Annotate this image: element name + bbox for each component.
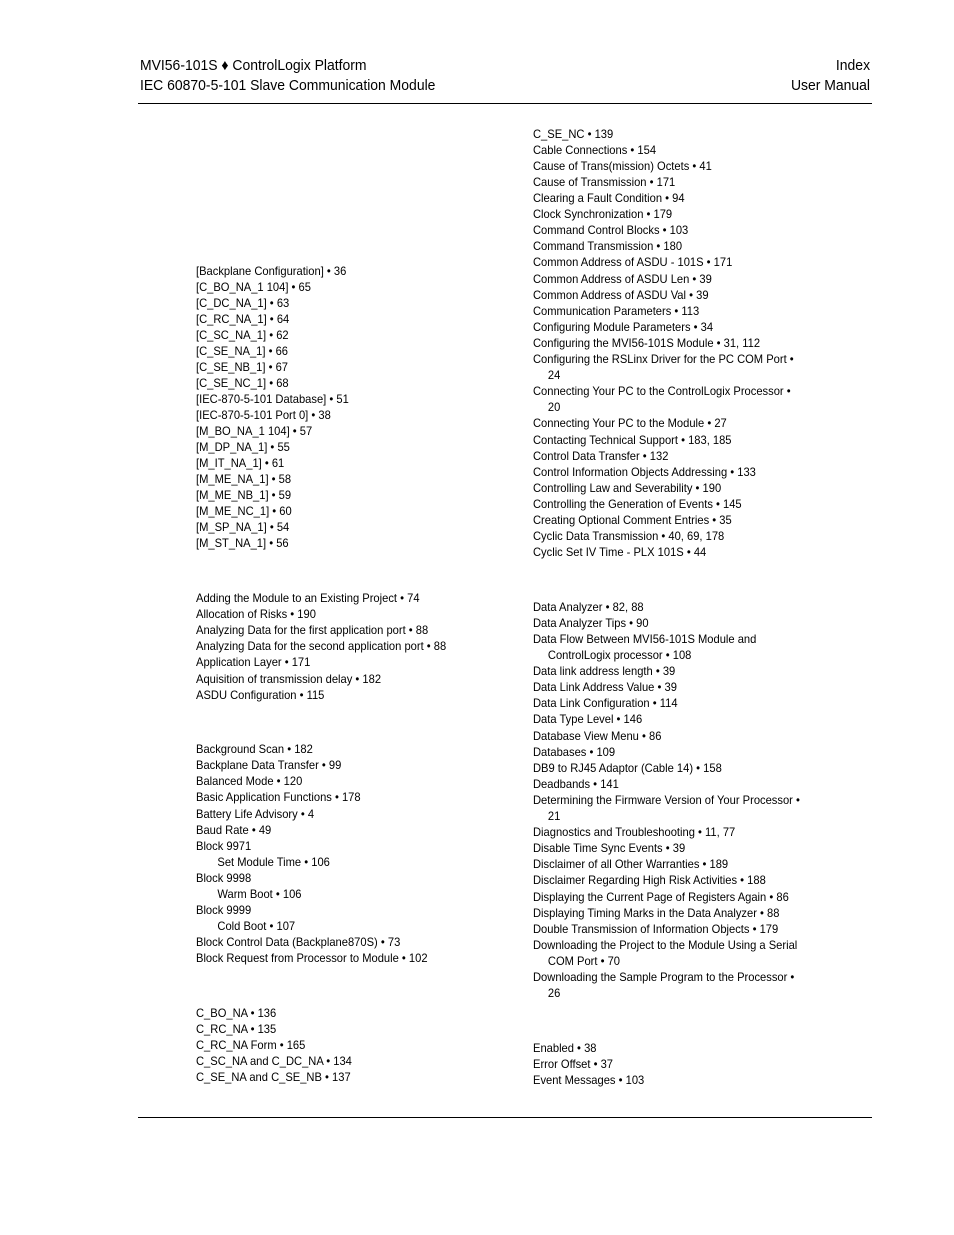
index-entry: [C_DC_NA_1] • 63 xyxy=(196,296,290,310)
index-entry: Application Layer • 171 xyxy=(196,655,311,669)
index-entry: [IEC-870-5-101 Port 0] • 38 xyxy=(196,408,331,422)
index-entry: Downloading the Project to the Module Using a Serial xyxy=(533,938,798,952)
index-entry: Controlling Law and Severability • 190 xyxy=(533,481,722,495)
index-entry: [M_IT_NA_1] • 61 xyxy=(196,456,285,470)
index-entry: Deadbands • 141 xyxy=(533,777,619,791)
index-entry: Displaying Timing Marks in the Data Analyzer • 88 xyxy=(533,906,780,920)
header-module-title: IEC 60870-5-101 Slave Communication Module xyxy=(140,77,436,94)
index-entry: Cause of Trans(mission) Octets • 41 xyxy=(533,159,712,173)
index-entry: Basic Application Functions • 178 xyxy=(196,790,361,804)
index-entry: Data Analyzer Tips • 90 xyxy=(533,616,649,630)
header-section-title: Index xyxy=(835,57,870,74)
index-entry: [Backplane Configuration] • 36 xyxy=(196,264,347,278)
index-entry: Background Scan • 182 xyxy=(196,742,313,756)
index-entry: Data Link Configuration • 114 xyxy=(533,696,678,710)
index-subentry: Cold Boot • 107 xyxy=(217,919,296,933)
index-subentry: Set Module Time • 106 xyxy=(217,855,330,869)
index-entry: Block 9971 xyxy=(196,839,252,853)
index-entry-continuation: 21 xyxy=(547,809,561,823)
index-entry: Connecting Your PC to the ControlLogix Processor • xyxy=(533,384,791,398)
index-entry: Event Messages • 103 xyxy=(533,1073,645,1087)
index-entry: Database View Menu • 86 xyxy=(533,729,662,743)
index-entry: Double Transmission of Information Objects • 179 xyxy=(533,922,779,936)
index-entry: Enabled • 38 xyxy=(533,1041,597,1055)
index-entry-continuation: 26 xyxy=(547,986,561,1000)
index-entry: C_RC_NA • 135 xyxy=(196,1022,277,1036)
index-entry: Block 9998 xyxy=(196,871,252,885)
index-entry: Balanced Mode • 120 xyxy=(196,774,303,788)
footer-divider xyxy=(138,1117,872,1118)
index-entry: [M_ME_NC_1] • 60 xyxy=(196,504,292,518)
index-entry: Configuring the RSLinx Driver for the PC COM Port • xyxy=(533,352,794,366)
index-entry: Contacting Technical Support • 183, 185 xyxy=(533,433,732,447)
index-entry: Allocation of Risks • 190 xyxy=(196,607,316,621)
index-entry: Battery Life Advisory • 4 xyxy=(196,807,315,821)
index-entry: Adding the Module to an Existing Project • 74 xyxy=(196,591,420,605)
index-entry: C_BO_NA • 136 xyxy=(196,1006,277,1020)
index-entry: Controlling the Generation of Events • 145 xyxy=(533,497,742,511)
index-entry: C_SE_NA and C_SE_NB • 137 xyxy=(196,1070,351,1084)
index-entry: Analyzing Data for the second application port • 88 xyxy=(196,639,447,653)
index-entry: Command Transmission • 180 xyxy=(533,239,683,253)
index-entry: Cyclic Set IV Time - PLX 101S • 44 xyxy=(533,545,707,559)
index-entry: Creating Optional Comment Entries • 35 xyxy=(533,513,732,527)
index-entry: Displaying the Current Page of Registers Again • 86 xyxy=(533,890,789,904)
index-entry-continuation: 24 xyxy=(547,368,561,382)
index-entry-continuation: ControlLogix processor • 108 xyxy=(547,648,692,662)
index-entry: [M_ME_NB_1] • 59 xyxy=(196,488,292,502)
index-entry: Configuring Module Parameters • 34 xyxy=(533,320,714,334)
index-entry: [C_SE_NC_1] • 68 xyxy=(196,376,289,390)
index-entry: Data Flow Between MVI56-101S Module and xyxy=(533,632,757,646)
index-entry: Control Information Objects Addressing • 133 xyxy=(533,465,756,479)
index-entry: [M_BO_NA_1 104] • 57 xyxy=(196,424,313,438)
index-subentry: Warm Boot • 106 xyxy=(217,887,302,901)
index-entry: [M_ME_NA_1] • 58 xyxy=(196,472,292,486)
index-entry: [C_SE_NA_1] • 66 xyxy=(196,344,289,358)
index-entry: Common Address of ASDU Val • 39 xyxy=(533,288,709,302)
index-entry: Cause of Transmission • 171 xyxy=(533,175,676,189)
index-entry: Disclaimer Regarding High Risk Activities • 188 xyxy=(533,873,766,887)
index-entry: DB9 to RJ45 Adaptor (Cable 14) • 158 xyxy=(533,761,722,775)
index-entry: Cable Connections • 154 xyxy=(533,143,657,157)
index-entry: Databases • 109 xyxy=(533,745,616,759)
index-entry: Analyzing Data for the first application port • 88 xyxy=(196,623,429,637)
index-entry: C_RC_NA Form • 165 xyxy=(196,1038,306,1052)
index-entry: [IEC-870-5-101 Database] • 51 xyxy=(196,392,349,406)
index-entry: Baud Rate • 49 xyxy=(196,823,272,837)
index-entry: Communication Parameters • 113 xyxy=(533,304,700,318)
index-entry: C_SC_NA and C_DC_NA • 134 xyxy=(196,1054,352,1068)
index-entry: Common Address of ASDU - 101S • 171 xyxy=(533,255,733,269)
index-entry: Data Link Address Value • 39 xyxy=(533,680,677,694)
index-column-left xyxy=(196,0,526,1100)
index-entry: Data Analyzer • 82, 88 xyxy=(533,600,644,614)
index-entry: [M_DP_NA_1] • 55 xyxy=(196,440,290,454)
index-entry: Diagnostics and Troubleshooting • 11, 77 xyxy=(533,825,736,839)
index-entry: Disclaimer of all Other Warranties • 189 xyxy=(533,857,729,871)
index-entry: Error Offset • 37 xyxy=(533,1057,613,1071)
index-entry: [M_SP_NA_1] • 54 xyxy=(196,520,290,534)
header-document-type: User Manual xyxy=(790,77,870,94)
index-entry: Connecting Your PC to the Module • 27 xyxy=(533,416,727,430)
index-entry: Aquisition of transmission delay • 182 xyxy=(196,672,382,686)
index-entry: Data link address length • 39 xyxy=(533,664,676,678)
index-entry: Data Type Level • 146 xyxy=(533,712,643,726)
index-entry: ASDU Configuration • 115 xyxy=(196,688,325,702)
index-entry: [C_BO_NA_1 104] • 65 xyxy=(196,280,311,294)
index-entry-continuation: COM Port • 70 xyxy=(547,954,621,968)
index-entry: Backplane Data Transfer • 99 xyxy=(196,758,342,772)
index-entry: [C_SC_NA_1] • 62 xyxy=(196,328,289,342)
index-column-right xyxy=(533,0,863,1100)
index-entry: Determining the Firmware Version of Your Processor • xyxy=(533,793,800,807)
index-entry: Downloading the Sample Program to the Processor • xyxy=(533,970,795,984)
index-entry-continuation: 20 xyxy=(547,400,561,414)
index-entry: Control Data Transfer • 132 xyxy=(533,449,669,463)
index-entry: [M_ST_NA_1] • 56 xyxy=(196,536,289,550)
index-entry: Common Address of ASDU Len • 39 xyxy=(533,272,712,286)
index-entry: C_SE_NC • 139 xyxy=(533,127,614,141)
index-entry: Configuring the MVI56-101S Module • 31, 112 xyxy=(533,336,761,350)
index-entry: Block Request from Processor to Module • 102 xyxy=(196,951,428,965)
index-entry: [C_SE_NB_1] • 67 xyxy=(196,360,289,374)
index-entry: Block Control Data (Backplane870S) • 73 xyxy=(196,935,401,949)
index-entry: Clearing a Fault Condition • 94 xyxy=(533,191,685,205)
index-entry: Command Control Blocks • 103 xyxy=(533,223,689,237)
index-entry: Clock Synchronization • 179 xyxy=(533,207,673,221)
index-entry: Block 9999 xyxy=(196,903,252,917)
header-product-title: MVI56-101S ♦ ControlLogix Platform xyxy=(140,57,367,74)
index-entry: Disable Time Sync Events • 39 xyxy=(533,841,686,855)
index-entry: [C_RC_NA_1] • 64 xyxy=(196,312,290,326)
index-entry: Cyclic Data Transmission • 40, 69, 178 xyxy=(533,529,725,543)
